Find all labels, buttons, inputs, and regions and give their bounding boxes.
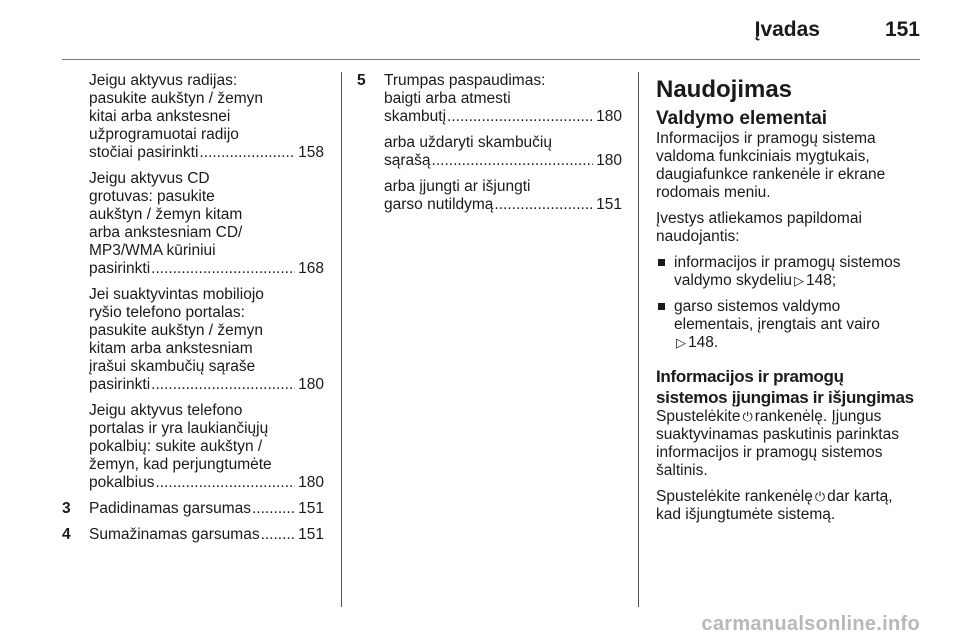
- text-line: grotuvas: pasukite: [89, 188, 215, 205]
- column-middle: [357, 72, 622, 222]
- text-line: įrašui skambučių sąraše: [89, 358, 256, 375]
- text: Spustelėkite rankenėlę: [656, 488, 813, 505]
- text-line: Įvestys atliekamos papildomai: [656, 210, 862, 227]
- bullet-square-icon: [658, 303, 665, 310]
- text-line: rodomais meniu.: [656, 184, 771, 201]
- text-line: kitai arba ankstesnei: [89, 108, 231, 125]
- text: valdymo skydeliu: [674, 272, 793, 289]
- text-line: aukštyn / žemyn kitam: [89, 206, 243, 223]
- bullet-item: [656, 298, 921, 352]
- section-heading: Naudojimas: [656, 76, 793, 103]
- text-line: MP3/WMA kūriniui: [89, 242, 216, 259]
- page-ref[interactable]: 148;: [806, 272, 837, 289]
- column-right: [656, 72, 921, 532]
- text-line: [674, 272, 921, 290]
- column-divider-2: [638, 72, 639, 607]
- paragraph-power-on: [656, 408, 921, 480]
- item-number: 5: [357, 72, 366, 89]
- power-icon: ⏻: [742, 409, 753, 424]
- bullet-item: [656, 254, 921, 290]
- page-ref-line: [89, 474, 324, 492]
- item-5: [357, 72, 622, 214]
- header-title: Įvadas: [754, 18, 820, 41]
- text-line: pasirinkti: [89, 376, 151, 393]
- text-line: pokalbių: sukite aukštyn /: [89, 438, 263, 455]
- text: Spustelėkite: [656, 408, 741, 425]
- text: dar kartą,: [827, 488, 893, 505]
- page-ref-line: [89, 526, 324, 544]
- text-line: kad išjungtumėte sistemą.: [656, 506, 836, 523]
- text-line: [656, 408, 921, 426]
- paragraph-radio: [89, 72, 324, 162]
- text-line: naudojantis:: [656, 228, 740, 245]
- text-line: Jeigu aktyvus radijas:: [89, 72, 238, 89]
- page-ref-line: [89, 260, 324, 278]
- text-line: arba uždaryti skambučių: [384, 134, 552, 151]
- text-line: pasukite aukštyn / žemyn: [89, 322, 264, 339]
- text-line: arba įjungti ar išjungti: [384, 178, 531, 195]
- paragraph-short-press: [384, 72, 622, 126]
- text-line: šaltinis.: [656, 462, 708, 479]
- text-line: daugiafunkce rankenėle ir ekrane: [656, 166, 886, 183]
- page-ref[interactable]: 151: [298, 500, 324, 517]
- item-text: Padidinamas garsumas: [89, 500, 251, 517]
- text-line: [656, 488, 921, 506]
- item-3: [62, 500, 324, 518]
- page-ref-line: [384, 108, 622, 126]
- text-line: suaktyvinamas paskutinis parinktas: [656, 426, 899, 443]
- bullet-square-icon: [658, 259, 665, 266]
- text-line: stočiai pasirinkti: [89, 144, 199, 161]
- text-line: sistemos įjungimas ir išjungimas: [656, 388, 914, 407]
- paragraph-inputs: [656, 210, 921, 246]
- column-divider-1: [341, 72, 342, 607]
- text-line: Jeigu aktyvus CD: [89, 170, 210, 187]
- text-line: baigti arba atmesti: [384, 90, 511, 107]
- column-left: [62, 72, 324, 552]
- paragraph-close-list: [384, 134, 622, 170]
- paragraph-phone: [89, 286, 324, 394]
- page-ref[interactable]: 180: [298, 474, 324, 491]
- text-line: žemyn, kad perjungtumėte: [89, 456, 272, 473]
- paragraph-mute: [384, 178, 622, 214]
- text-line: Informacijos ir pramogų sistema: [656, 130, 876, 147]
- paragraph-power-off: [656, 488, 921, 524]
- page-ref[interactable]: 151: [298, 526, 324, 543]
- arrow-right-icon: ▷: [794, 273, 805, 288]
- page-ref-line: [384, 196, 622, 214]
- item-text: Sumažinamas garsumas: [89, 526, 260, 543]
- header-rule: [62, 59, 920, 60]
- page-ref[interactable]: 180: [596, 152, 622, 169]
- page-ref-line: [384, 152, 622, 170]
- text-line: portalas ir yra laukiančiųjų: [89, 420, 269, 437]
- text-line: Trumpas paspaudimas:: [384, 72, 546, 89]
- text-line: informacijos ir pramogų sistemos: [656, 444, 883, 461]
- text-line: informacijos ir pramogų sistemos: [674, 254, 901, 271]
- page-ref-line: [89, 376, 324, 394]
- text-line: elementais, įrengtais ant vairo: [674, 316, 880, 333]
- page-ref[interactable]: 158: [298, 144, 324, 161]
- text-line: pokalbius: [89, 474, 155, 491]
- text: rankenėlę. Įjungus: [754, 408, 882, 425]
- subsection-heading: Valdymo elementai: [656, 108, 828, 129]
- page-ref-line: [89, 500, 324, 518]
- paragraph-waiting-calls: [89, 402, 324, 492]
- text-line: garso nutildymą: [384, 196, 494, 213]
- text-line: užprogramuotai radijo: [89, 126, 239, 143]
- item-number: 4: [62, 526, 71, 543]
- text-line: garso sistemos valdymo: [674, 298, 841, 315]
- text-line: valdoma funkciniais mygtukais,: [656, 148, 870, 165]
- text-line: Informacijos ir pramogų: [656, 367, 844, 386]
- text-line: sąrašą: [384, 152, 431, 169]
- item-4: [62, 526, 324, 544]
- subsection-heading: [656, 366, 921, 408]
- item-number: 3: [62, 500, 71, 517]
- page-number: 151: [884, 18, 920, 41]
- page-ref[interactable]: 148.: [688, 334, 719, 351]
- page-ref-line: [89, 144, 324, 162]
- text-line: [674, 334, 921, 352]
- text-line: Jeigu aktyvus telefono: [89, 402, 243, 419]
- page-ref[interactable]: 180: [596, 108, 622, 125]
- paragraph-intro: [656, 130, 921, 202]
- item-2-continued: [62, 72, 324, 492]
- page-ref[interactable]: 180: [298, 376, 324, 393]
- text-line: ryšio telefono portalas:: [89, 304, 245, 321]
- text-line: Jei suaktyvintas mobiliojo: [89, 286, 264, 303]
- text-line: pasukite aukštyn / žemyn: [89, 90, 264, 107]
- page-ref[interactable]: 168: [298, 260, 324, 277]
- watermark: carmanualsonline.info: [701, 613, 920, 635]
- arrow-right-icon: ▷: [676, 335, 686, 350]
- text-line: kitam arba ankstesniam: [89, 340, 253, 357]
- page-ref[interactable]: 151: [596, 196, 622, 213]
- text-line: arba ankstesniam CD/: [89, 224, 243, 241]
- paragraph-cd: [89, 170, 324, 278]
- text-line: skambutį: [384, 108, 447, 125]
- power-icon: ⏻: [814, 489, 826, 504]
- text-line: pasirinkti: [89, 260, 151, 277]
